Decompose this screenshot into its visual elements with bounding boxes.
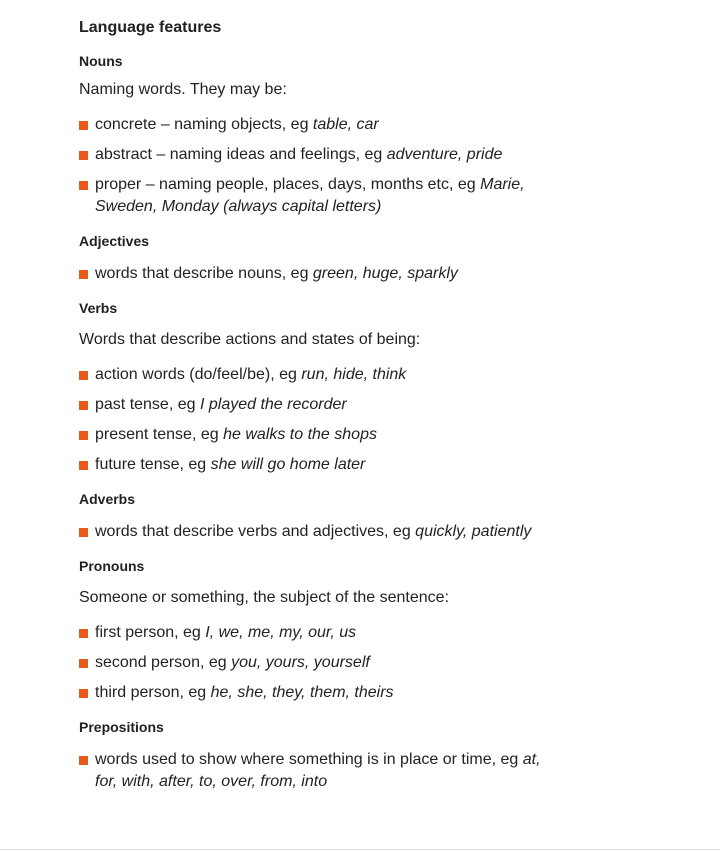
list-item <box>79 454 559 476</box>
square-bullet-icon <box>79 270 88 279</box>
item-example: Marie, Sweden, Monday (always capital letters) <box>95 176 525 215</box>
section-heading: Pronouns <box>79 558 145 574</box>
item-text: concrete – naming objects, eg <box>95 116 313 133</box>
square-bullet-icon <box>79 629 88 638</box>
section-intro: Words that describe actions and states of being: <box>79 331 421 348</box>
section-heading: Prepositions <box>79 719 164 735</box>
section-nouns <box>79 52 559 218</box>
section-intro: Naming words. They may be: <box>79 81 287 98</box>
item-text: present tense, eg <box>95 426 224 443</box>
square-bullet-icon <box>79 181 88 190</box>
section-adjectives <box>79 232 559 285</box>
bullet-list <box>79 364 559 476</box>
list-item <box>79 682 559 704</box>
item-text: past tense, eg <box>95 396 200 413</box>
item-text: future tense, eg <box>95 456 211 473</box>
square-bullet-icon <box>79 756 88 765</box>
item-text: first person, eg <box>95 624 206 641</box>
square-bullet-icon <box>79 401 88 410</box>
list-item <box>79 174 559 218</box>
language-features-panel <box>79 18 559 793</box>
item-example: at, for, with, after, to, over, from, into <box>95 751 541 790</box>
bullet-list <box>79 521 559 543</box>
bullet-list <box>79 114 559 218</box>
section-adverbs <box>79 490 559 543</box>
divider <box>0 849 720 850</box>
item-text: action words (do/feel/be), eg <box>95 366 302 383</box>
item-text: abstract – naming ideas and feelings, eg <box>95 146 387 163</box>
section-heading: Verbs <box>79 300 118 316</box>
square-bullet-icon <box>79 371 88 380</box>
item-example: you, yours, yourself <box>231 654 370 671</box>
list-item <box>79 652 559 674</box>
item-example: she will go home later <box>210 456 366 473</box>
list-item <box>79 749 559 793</box>
bullet-list <box>79 622 559 704</box>
section-heading: Nouns <box>79 53 123 69</box>
square-bullet-icon <box>79 659 88 668</box>
square-bullet-icon <box>79 121 88 130</box>
section-pronouns <box>79 557 559 704</box>
item-example: adventure, pride <box>386 146 503 163</box>
list-item <box>79 521 559 543</box>
bullet-list <box>79 263 559 285</box>
square-bullet-icon <box>79 151 88 160</box>
square-bullet-icon <box>79 528 88 537</box>
list-item <box>79 364 559 386</box>
page-title: Language features <box>79 19 222 36</box>
list-item <box>79 622 559 644</box>
item-text: words that describe verbs and adjectives, eg <box>95 523 416 540</box>
section-intro: Someone or something, the subject of the sentence: <box>79 589 450 606</box>
item-text: words that describe nouns, eg <box>95 265 313 282</box>
section-heading: Adverbs <box>79 491 136 507</box>
square-bullet-icon <box>79 689 88 698</box>
item-example: he, she, they, them, theirs <box>210 684 394 701</box>
item-example: I, we, me, my, our, us <box>205 624 357 641</box>
list-item <box>79 263 559 285</box>
item-text: third person, eg <box>95 684 211 701</box>
item-text: proper – naming people, places, days, months etc, eg <box>95 176 481 193</box>
bullet-list <box>79 749 559 793</box>
item-example: he walks to the shops <box>223 426 377 443</box>
item-text: second person, eg <box>95 654 232 671</box>
item-example: table, car <box>312 116 379 133</box>
item-example: quickly, patiently <box>415 523 532 540</box>
section-heading: Adjectives <box>79 233 150 249</box>
square-bullet-icon <box>79 431 88 440</box>
list-item <box>79 394 559 416</box>
section-prepositions <box>79 718 559 793</box>
list-item <box>79 424 559 446</box>
section-verbs <box>79 299 559 476</box>
item-text: words used to show where something is in place or time, eg <box>95 751 523 768</box>
list-item <box>79 114 559 136</box>
list-item <box>79 144 559 166</box>
item-example: run, hide, think <box>301 366 407 383</box>
item-example: green, huge, sparkly <box>312 265 458 282</box>
square-bullet-icon <box>79 461 88 470</box>
item-example: I played the recorder <box>199 396 347 413</box>
